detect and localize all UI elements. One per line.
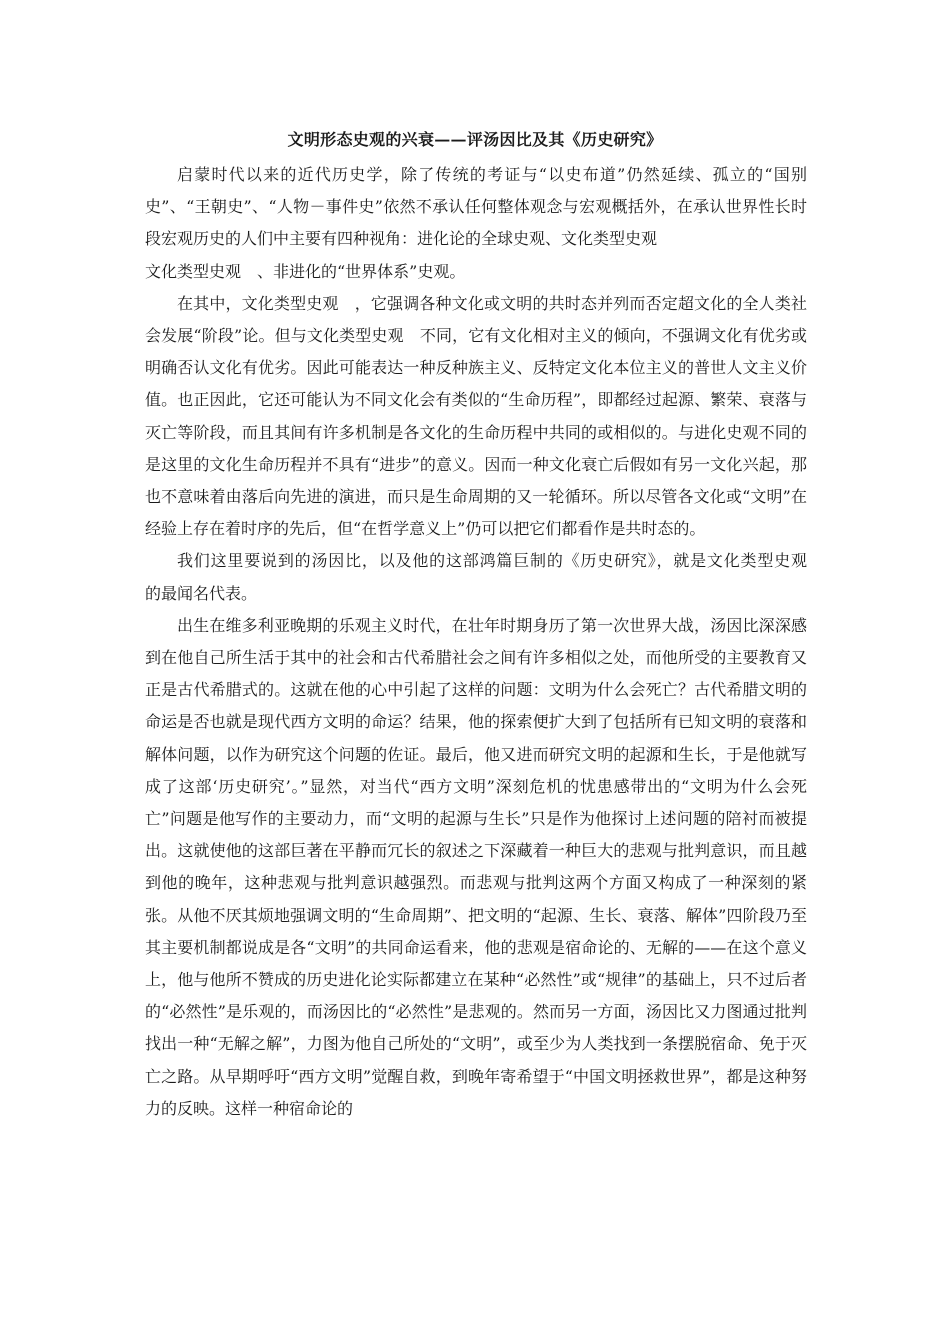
paragraph-cultural-type-view: 在其中，文化类型史观 ，它强调各种文化或文明的共时态并列而否定超文化的全人类社会发展“阶段”论。但与文化类型史观 不同，它有文化相对主义的倾向，不强调文化有优劣或明确否认文化有优劣。因此可能表达一种反种族主义、反特定文化本位主义的普世人文主义价值。也正因此，它还可能认为不同文化会有类似的“生命历程”，即都经过起源、繁荣、衰落与灭亡等阶段，而且其间有许多机制是各文化的生命历程中共同的或相似的。与进化史观不同的是这里的文化生命历程并不具有“进步”的意义。因而一种文化衰亡后假如有另一文化兴起，那也不意味着由落后向先进的演进，而只是生命周期的又一轮循环。所以尽管各文化或“文明”在经验上存在着时序的先后，但“在哲学意义上”仍可以把它们都看作是共时态的。 — [145, 293, 807, 539]
document-title: 文明形态史观的兴衰——评汤因比及其《历史研究》 — [287, 130, 663, 149]
paragraph-toynbee-representative: 我们这里要说到的汤因比，以及他的这部鸿篇巨制的《历史研究》，就是文化类型史观 的最闻名代表。 — [145, 551, 824, 603]
document-body — [145, 159, 824, 1125]
paragraph-intro: 启蒙时代以来的近代历史学，除了传统的考证与“以史布道”仍然延续、孤立的“国别史”、“王朝史”、“人物－事件史”依然不承认任何整体观念与宏观概括外，在承认世界性长时段宏观历史的人们中主要有四种视角：进化论的全球史观、文化类型史观 — [145, 165, 807, 249]
paragraph-toynbee-background: 出生在维多利亚晚期的乐观主义时代，在壮年时期身历了第一次世界大战，汤因比深深感到在他自己所生活于其中的社会和古代希腊社会之间有许多相似之处，而他所受的主要教育又正是古代希腊式的。这就在他的心中引起了这样的问题：文明为什么会死亡？古代希腊文明的命运是否也就是现代西方文明的命运？结果，他的探索便扩大到了包括所有已知文明的衰落和解体问题，以作为研究这个问题的佐证。最后，他又进而研究文明的起源和生长，于是他就写成了这部‘历史研究’。”显然，对当代“西方文明”深刻危机的忧患感带出的“文明为什么会死亡”问题是他写作的主要动力，而“文明的起源与生长”只是作为他探讨上述问题的陪衬而被提出。这就使他的这部巨著在平静而冗长的叙述之下深藏着一种巨大的悲观与批判意识，而且越到他的晚年，这种悲观与批判意识越强烈。而悲观与批判这两个方面又构成了一种深刻的紧张。从他不厌其烦地强调文明的“生命周期”、把文明的“起源、生长、衰落、解体”四阶段乃至其主要机制都说成是各“文明”的共同命运看来，他的悲观是宿命论的、无解的——在这个意义上，他与他所不赞成的历史进化论实际都建立在某种“必然性”或“规律”的基础上，只不过后者的“必然性”是乐观的，而汤因比的“必然性”是悲观的。然而另一方面，汤因比又力图通过批判找出一种“无解之解”，力图为他自己所处的“文明”，或至少为人类找到一条摆脱宿命、免于灭亡之路。从早期呼吁“西方文明”觉醒自救，到晚年寄希望于“中国文明拯救世界”，都是这种努力的反映。这样一种宿命论的 — [145, 615, 807, 1118]
paragraph-intro-continuation: 文化类型史观 、非进化的“世界体系”史观。 — [145, 261, 466, 281]
